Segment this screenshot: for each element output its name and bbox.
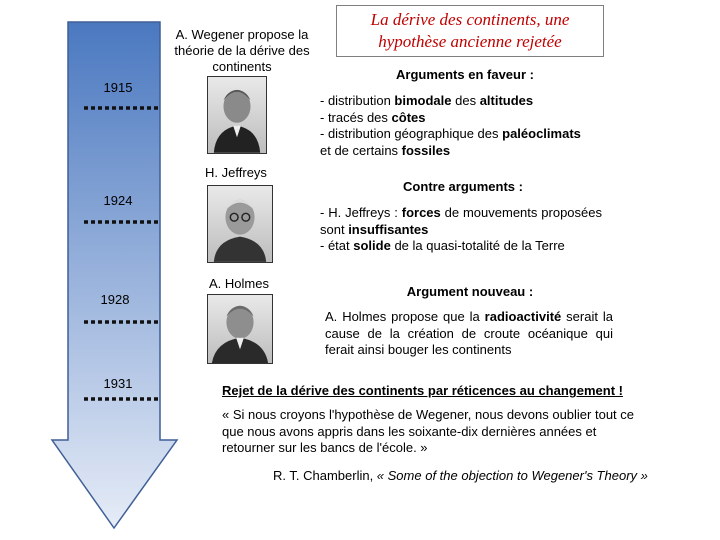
holmes-caption-line: A. Holmes	[209, 276, 269, 291]
rejection-heading: Rejet de la dérive des continents par réticences au changement !	[222, 383, 623, 398]
counter-arguments-heading: Contre arguments :	[403, 179, 523, 194]
page-title	[336, 5, 604, 57]
arguments-for-line: - distribution bimodale des altitudes	[320, 93, 534, 108]
new-argument-text	[325, 309, 613, 359]
arguments-for-line: et de certains fossiles	[320, 142, 451, 158]
year-1931: 1931	[103, 376, 133, 391]
wegener-caption-line: théorie de la dérive des	[174, 43, 310, 58]
new-argument-heading: Argument nouveau :	[406, 284, 534, 299]
arguments-for-text	[320, 93, 620, 159]
year-1924: 1924	[103, 193, 133, 208]
holmes-caption	[196, 276, 282, 292]
new-argument-part: serait la cause de la création de croute océanique qui ferait ainsi bouger les continents	[325, 309, 613, 357]
quote-line: retourner sur les bancs de l'école. »	[222, 440, 428, 455]
arguments-for-line: - distribution géographique des paléoclimats	[320, 126, 581, 141]
portrait-wegener	[207, 76, 267, 154]
quote-line: « Si nous croyons l'hypothèse de Wegener, nous devons oublier tout ce	[222, 407, 635, 422]
chamberlin-quote	[222, 407, 692, 457]
wegener-caption-line: continents	[212, 59, 272, 74]
portrait-holmes	[207, 294, 273, 364]
arguments-for-heading: Arguments en faveur :	[396, 67, 534, 82]
portrait-jeffreys	[207, 185, 273, 263]
year-1915: 1915	[103, 80, 133, 95]
new-argument-part: A. Holmes propose que la	[325, 309, 485, 324]
counter-arguments-text	[320, 205, 602, 255]
quote-work-title: « Some of the objection to Wegener's Theory »	[376, 468, 648, 483]
counter-argument-jeffreys: - H. Jeffreys : forces de mouvements proposées sont insuffisantes	[320, 205, 602, 237]
counter-argument-solid: - état solide de la quasi-totalité de la Terre	[320, 238, 565, 253]
year-1928: 1928	[100, 292, 130, 307]
new-argument-keyword: radioactivité	[484, 309, 562, 324]
title-line-1: La dérive des continents, une	[370, 10, 570, 29]
wegener-caption	[166, 27, 318, 75]
title-line-2: hypothèse ancienne rejetée	[378, 32, 562, 51]
arguments-for-line: - tracés des côtes	[320, 109, 426, 125]
quote-author: R. T. Chamberlin,	[273, 468, 377, 483]
jeffreys-caption	[196, 165, 276, 181]
quote-line: que nous avons appris dans les soixante-dix dernières années et	[222, 423, 597, 439]
wegener-caption-line: A. Wegener propose la	[175, 27, 309, 42]
quote-attribution	[273, 468, 713, 485]
jeffreys-caption-line: H. Jeffreys	[205, 165, 267, 180]
